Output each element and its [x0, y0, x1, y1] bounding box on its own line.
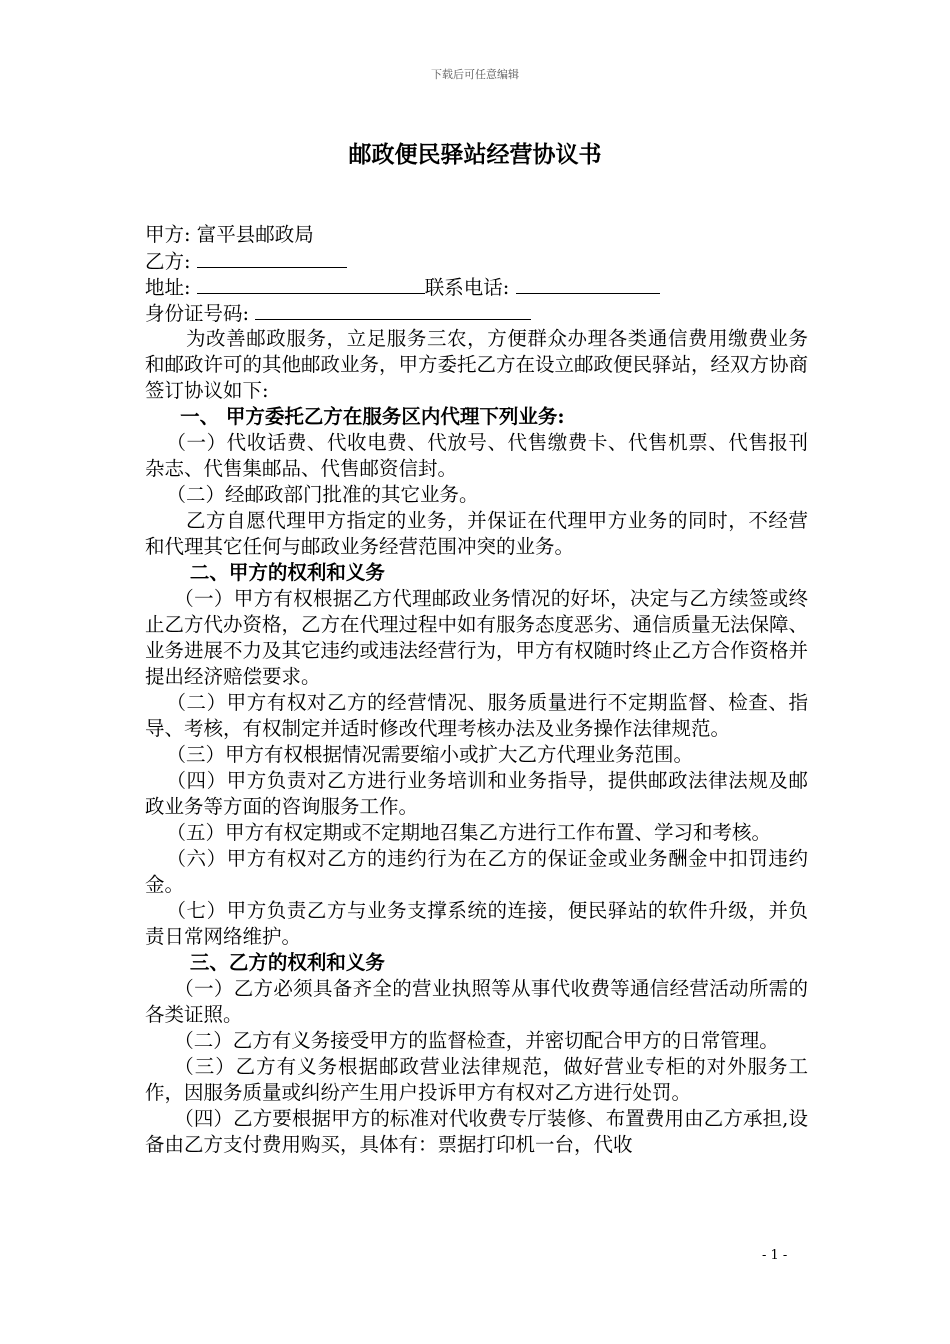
- section-2-item: （二）甲方有权对乙方的经营情况、服务质量进行不定期监督、检查、指导、考核，有权制定并适时修改代理考核办法及业务操作法律规范。: [145, 691, 808, 740]
- id-line: [145, 300, 808, 326]
- section-1-heading: 一、 甲方委托乙方在服务区内代理下列业务:: [180, 405, 565, 428]
- section-1-item: （一）代收话费、代收电费、代放号、代售缴费卡、代售机票、代售报刊杂志、代售集邮品、代售邮资信封。: [145, 431, 808, 480]
- section-1-note: 乙方自愿代理甲方指定的业务，并保证在代理甲方业务的同时，不经营和代理其它任何与邮政业务经营范围冲突的业务。: [145, 509, 808, 558]
- phone-blank: [516, 274, 660, 294]
- address-label: 地址:: [145, 276, 191, 299]
- section-2-item: （五）甲方有权定期或不定期地召集乙方进行工作布置、学习和考核。: [166, 821, 771, 844]
- party-a-label: 甲方:: [145, 223, 191, 246]
- section-2-item: （六）甲方有权对乙方的违约行为在乙方的保证金或业务酬金中扣罚违约金。: [145, 847, 808, 896]
- address-line: [145, 274, 808, 300]
- page-number: - 1 -: [762, 1248, 788, 1263]
- section-2-item: （七）甲方负责乙方与业务支撑系统的连接，便民驿站的软件升级，并负责日常网络维护。: [145, 899, 808, 948]
- phone-label: 联系电话:: [424, 276, 510, 299]
- section-2-item: （四）甲方负责对乙方进行业务培训和业务指导，提供邮政法律法规及邮政业务等方面的咨询服务工作。: [145, 769, 808, 818]
- party-a-line: [145, 222, 808, 248]
- header-note: 下载后可任意编辑: [431, 68, 519, 81]
- section-2-item: （一）甲方有权根据乙方代理邮政业务情况的好坏，决定与乙方续签或终止乙方代办资格，乙方在代理过程中如有服务态度恶劣、通信质量无法保障、业务进展不力及其它违约或违法经营行为，甲方有权随时终止乙方合作资格并提出经济赔偿要求。: [145, 587, 809, 688]
- party-b-label: 乙方:: [145, 250, 191, 273]
- id-blank: [255, 300, 531, 320]
- section-3-item: （二）乙方有义务接受甲方的监督检查，并密切配合甲方的日常管理。: [174, 1029, 779, 1052]
- id-label: 身份证号码:: [145, 302, 250, 325]
- party-b-blank: [197, 248, 347, 268]
- party-b-line: [145, 248, 808, 274]
- intro-paragraph: 为改善邮政服务，立足服务三农，方便群众办理各类通信费用缴费业务和邮政许可的其他邮政业务，甲方委托乙方在设立邮政便民驿站，经双方协商签订协议如下:: [145, 327, 809, 402]
- section-2-heading: 二、甲方的权利和义务: [189, 561, 385, 584]
- document-body: [145, 222, 808, 1158]
- address-blank: [197, 274, 425, 294]
- section-3-item: （四）乙方要根据甲方的标准对代收费专厅装修、布置费用由乙方承担,设备由乙方支付费用购买，具体有：票据打印机一台，代收: [145, 1107, 808, 1156]
- party-a-value: 富平县邮政局: [196, 223, 314, 246]
- section-3-heading: 三、乙方的权利和义务: [189, 951, 385, 974]
- document-title: 邮政便民驿站经营协议书: [348, 141, 602, 168]
- section-1-item: （二）经邮政部门批准的其它业务。: [166, 483, 479, 506]
- section-3-item: （一）乙方必须具备齐全的营业执照等从事代收费等通信经营活动所需的各类证照。: [145, 977, 808, 1026]
- section-3-item: （三）乙方有义务根据邮政营业法律规范，做好营业专柜的对外服务工作，因服务质量或纠纷产生用户投诉甲方有权对乙方进行处罚。: [145, 1055, 808, 1104]
- section-2-item: （三）甲方有权根据情况需要缩小或扩大乙方代理业务范围。: [166, 743, 693, 766]
